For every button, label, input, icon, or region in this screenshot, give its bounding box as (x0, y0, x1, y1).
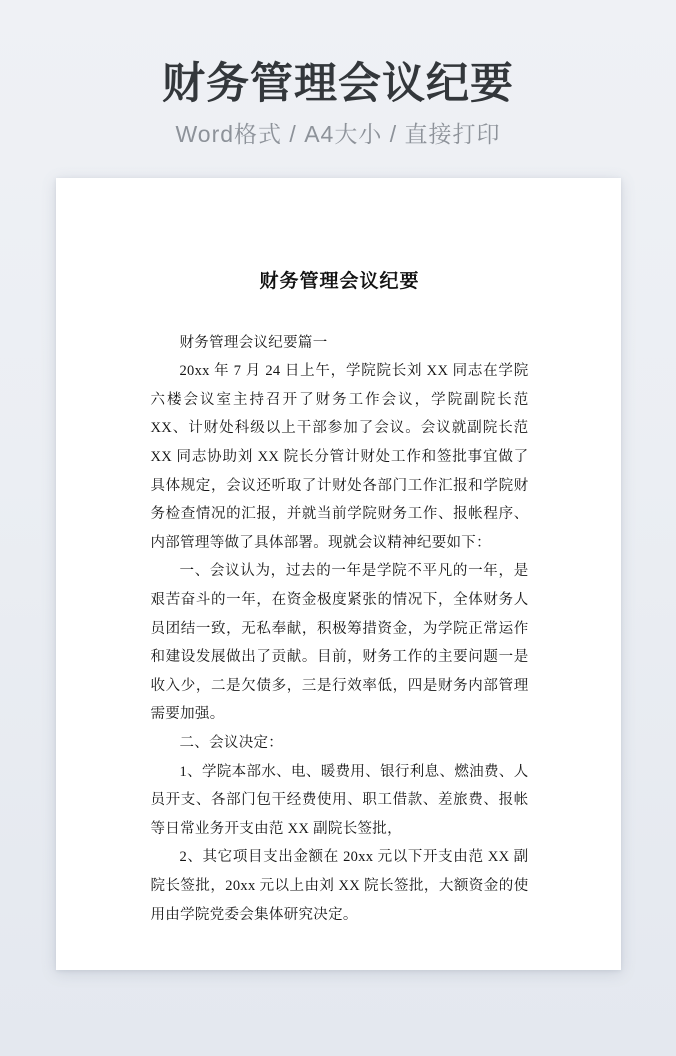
page-title: 财务管理会议纪要 (162, 60, 514, 108)
document-title: 财务管理会议纪要 (259, 270, 420, 292)
hero-header (0, 0, 676, 150)
document-preview-sheet (56, 178, 621, 970)
document-paragraph: 二、会议决定： (179, 734, 284, 751)
page-subtitle: Word格式 / A4大小 / 直接打印 (175, 120, 501, 147)
document-paragraph: 一、会议认为，过去的一年是学院不平凡的一年，是艰苦奋斗的一年，在资金极度紧张的情况下，全体财务人员团结一致，无私奉献，积极筹措资金，为学院正常运作和建设发展做出了贡献。目前，财务工作的主要问题一是收入少，二是欠债多，三是行效率低，四是财务内部管理需要加强。 (150, 563, 529, 723)
document-paragraph: 财务管理会议纪要篇一 (179, 334, 328, 351)
document-body (151, 329, 529, 929)
document-paragraph: 2、其它项目支出金额在 20xx 元以下开支由范 XX 副院长签批，20xx 元以上由刘 XX 院长签批，大额资金的使用由学院党委会集体研究决定。 (150, 849, 529, 923)
document-paragraph: 20xx 年 7 月 24 日上午，学院院长刘 XX 同志在学院六楼会议室主持召开了财务工作会议，学院副院长范 XX、计财处科级以上干部参加了会议。会议就副院长范 XX 同志协助刘 XX 院长分管计财处工作和签批事宜做了具体规定，会议还听取了计财处各部门工作汇报和学院财务检查情况的汇报，并就当前学院财务工作、报帐程序、内部管理等做了具体部署。现就会议精神纪要如下： (150, 363, 529, 551)
document-paragraph: 1、学院本部水、电、暖费用、银行利息、燃油费、人员开支、各部门包干经费使用、职工借款、差旅费、报帐等日常业务开支由范 XX 副院长签批， (150, 763, 529, 837)
